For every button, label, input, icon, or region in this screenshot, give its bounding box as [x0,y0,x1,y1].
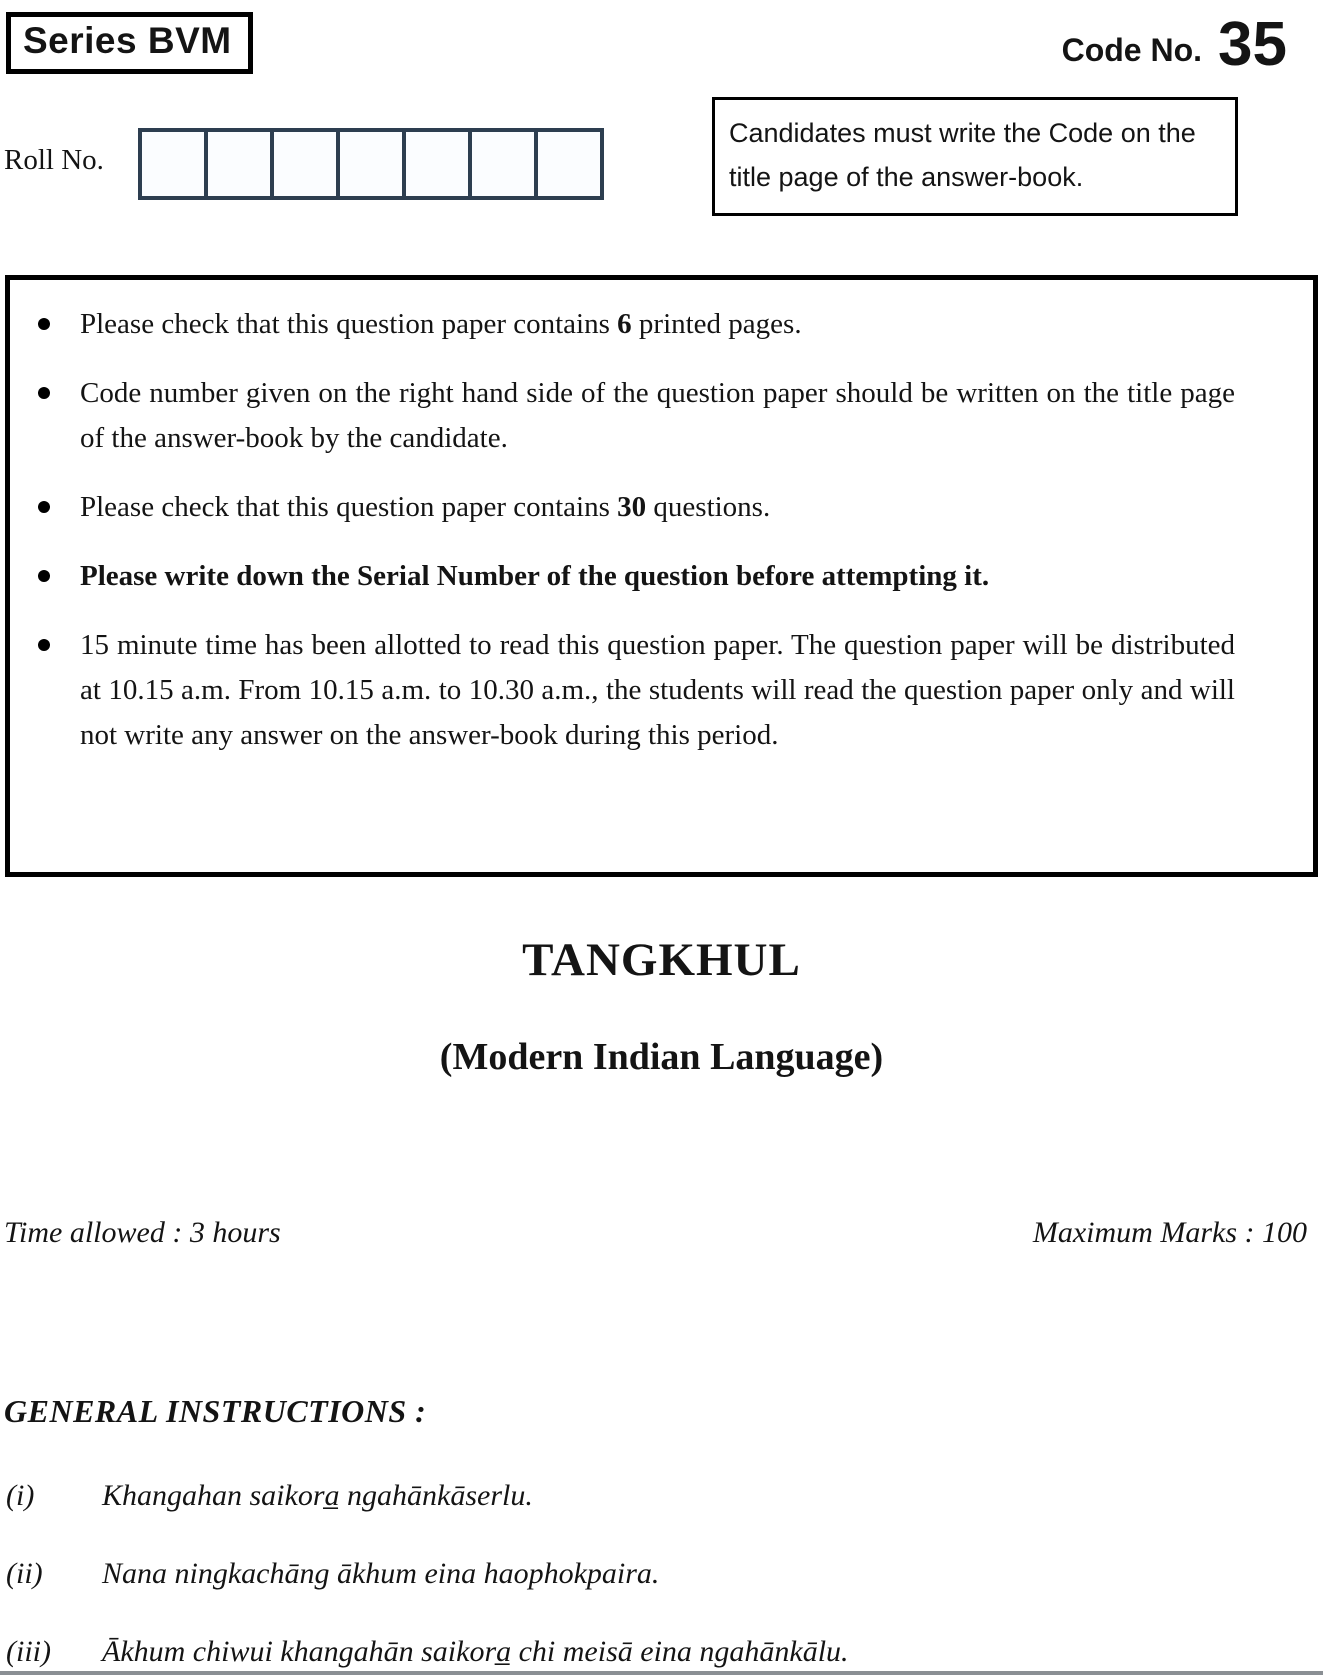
general-instructions-list [6,1476,1283,1675]
bullet-marker-column [24,302,80,347]
bullet-text-bold-segment: 30 [617,490,647,523]
general-instruction-item [6,1476,1283,1516]
candidates-note-text: Candidates must write the Code on the title page of the answer-book. [729,118,1196,192]
roll-cell[interactable] [468,128,538,200]
general-instructions-heading: GENERAL INSTRUCTIONS : [4,1393,427,1429]
time-allowed-label: Time allowed : 3 hours [4,1216,281,1249]
roll-cell[interactable] [336,128,406,200]
notice-bullet-text [80,371,1235,461]
page-subtitle: (Modern Indian Language) [439,1036,884,1078]
instruction-number: (i) [6,1479,35,1512]
notice-bullet-row [24,554,1235,599]
notice-bullet-row [24,302,1235,347]
notice-bullet-row [24,371,1235,461]
bullet-icon [38,639,50,651]
bullet-text-segment: questions. [646,490,771,523]
maximum-marks-label: Maximum Marks : 100 [1032,1216,1307,1249]
instruction-text: Khangahan saikora̲ ngahānkāserlu. [102,1479,533,1512]
roll-number-label: Roll No. [4,144,104,176]
instruction-number: (iii) [6,1635,51,1668]
page-title: TANGKHUL [522,934,801,986]
bullet-text-segment: printed pages. [631,308,802,340]
roll-cell[interactable] [534,128,604,200]
bullet-icon [38,387,50,399]
bullet-marker-column [24,371,80,461]
bullet-text-segment: Code number given on the right hand side of the question paper should be written on the title page of the answer-book by the candidate. [80,376,1235,454]
bullet-text-segment: Please check that this question paper contains [80,490,618,523]
bullet-marker-column [24,485,80,530]
notice-bullet-text [80,485,1235,530]
instruction-number: (ii) [6,1557,43,1590]
bullet-marker-column [24,554,80,599]
roll-cell[interactable] [138,128,208,200]
meta-row [4,1216,1307,1250]
bullet-icon [38,318,50,330]
code-area [1061,10,1287,79]
roll-cell[interactable] [270,128,340,200]
general-instruction-item [6,1632,1283,1672]
bullet-text-bold-segment: Please write down the Serial Number of the question before attempting it. [80,559,990,592]
series-label-box [6,12,253,74]
code-number: 35 [1218,10,1287,79]
instruction-text: Nana ningkachāng ākhum eina haophokpaira. [102,1557,660,1590]
roll-cell[interactable] [204,128,274,200]
bullet-marker-column [24,623,80,758]
notice-bullet-text [80,554,1235,599]
general-instruction-item [6,1554,1283,1594]
candidates-note-box [712,97,1238,216]
notice-box [5,275,1318,877]
roll-number-grid [138,128,604,200]
bullet-icon [38,570,50,582]
notice-bullet-text [80,623,1235,758]
page-bottom-edge [0,1671,1323,1675]
bullet-icon [38,501,50,513]
series-label: Series BVM [23,20,232,61]
code-label: Code No. [1061,31,1203,68]
roll-cell[interactable] [402,128,472,200]
bullet-text-segment: 15 minute time has been allotted to read this question paper. The question paper will be distributed at 10.15 a.m. From 10.15 a.m. to 10.30 a.m., the students will read the question paper only and will not write any answer on the answer-book during this period. [80,628,1235,751]
bullet-text-segment: Please check that this question paper contains [80,308,618,340]
bullet-text-bold-segment: 6 [617,308,632,340]
notice-bullet-text [80,302,1235,347]
instruction-text: Ākhum chiwui khangahān saikora̲ chi meisā eina ngahānkālu. [102,1635,849,1668]
notice-bullet-row [24,623,1235,758]
notice-bullet-row [24,485,1235,530]
